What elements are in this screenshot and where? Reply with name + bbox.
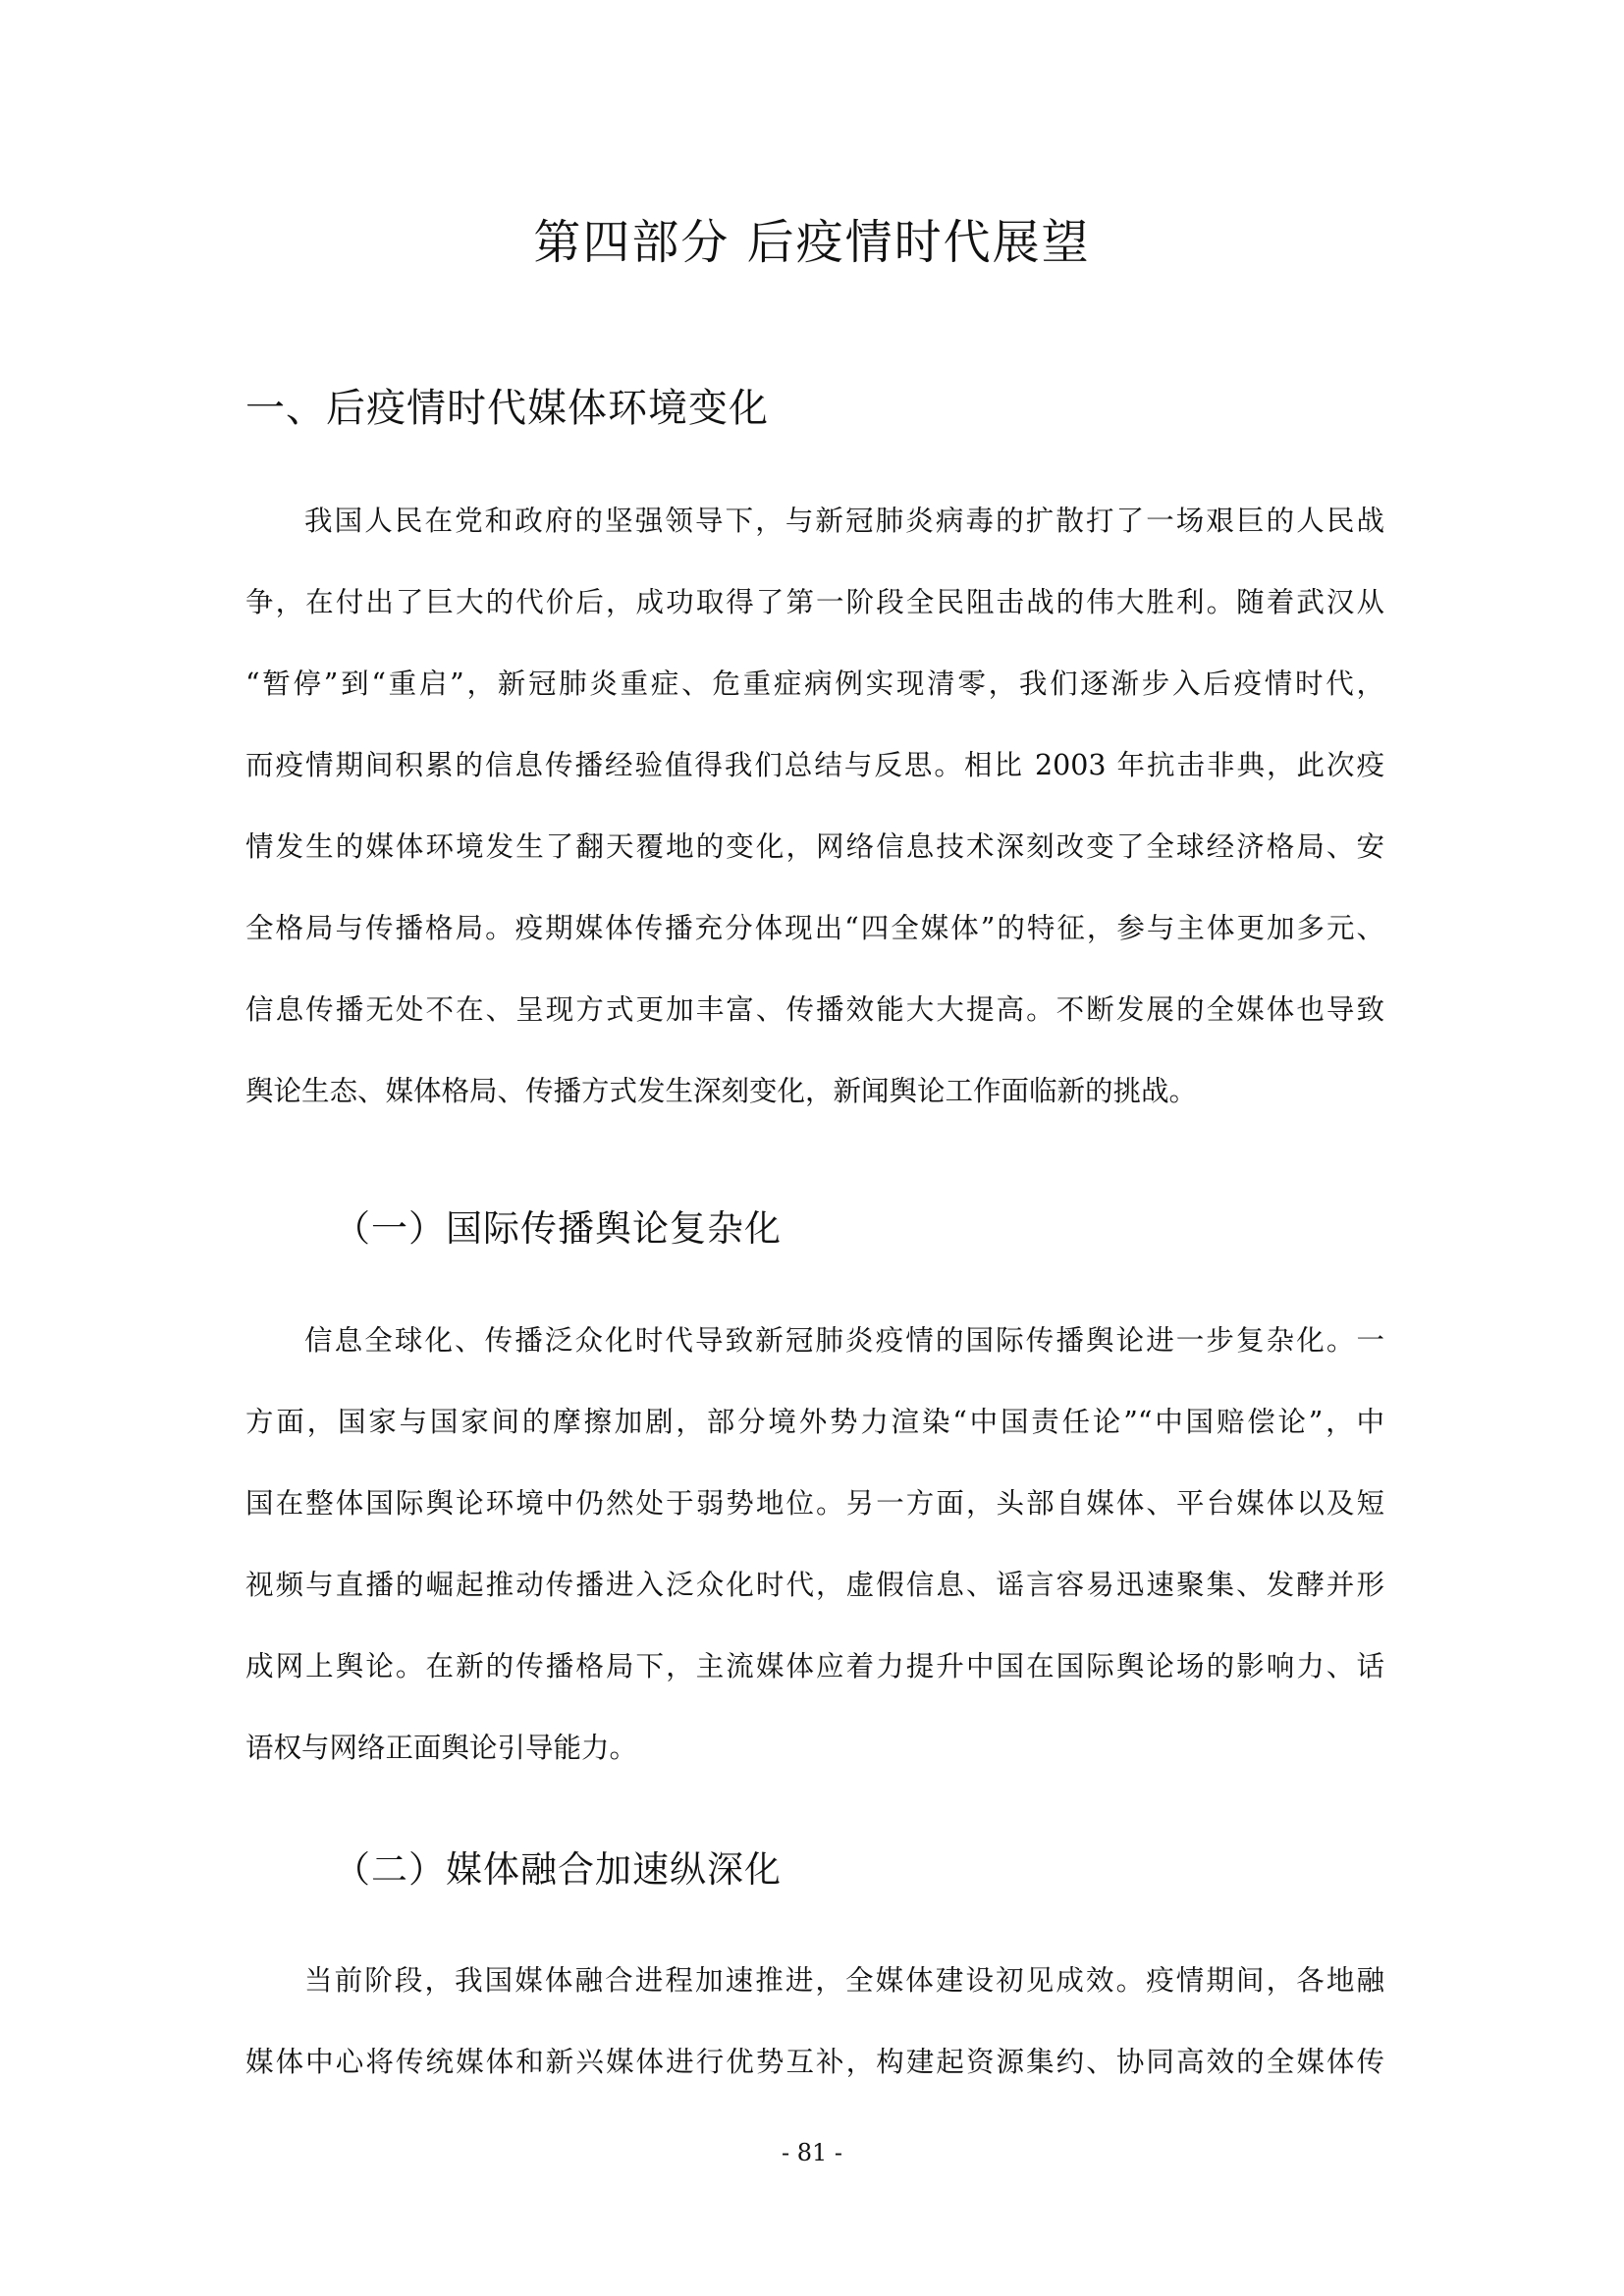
paragraph-line: 当前阶段，我国媒体融合进程加速推进，全媒体建设初见成效。疫情期间，各地融 — [304, 1964, 1384, 1997]
paragraph-line: 语权与网络正面舆论引导能力。 — [245, 1732, 638, 1764]
paragraph-line: 信息全球化、传播泛众化时代导致新冠肺炎疫情的国际传播舆论进一步复杂化。一 — [304, 1324, 1384, 1357]
paragraph-line: 成网上舆论。在新的传播格局下，主流媒体应着力提升中国在国际舆论场的影响力、话 — [245, 1650, 1384, 1682]
paragraph-line: 全格局与传播格局。疫期媒体传播充分体现出“四全媒体”的特征，参与主体更加多元、 — [245, 912, 1384, 944]
paragraph-line: 国在整体国际舆论环境中仍然处于弱势地位。另一方面，头部自媒体、平台媒体以及短 — [245, 1487, 1384, 1520]
paragraph-line: “暂停”到“重启”，新冠肺炎重症、危重症病例实现清零，我们逐渐步入后疫情时代， — [245, 667, 1384, 700]
section-heading: 一、后疫情时代媒体环境变化 — [245, 386, 769, 431]
page-title: 第四部分 后疫情时代展望 — [533, 215, 1091, 270]
paragraph-line: 而疫情期间积累的信息传播经验值得我们总结与反思。相比 2003 年抗击非典，此次疫 — [245, 749, 1384, 781]
paragraph-line: 争，在付出了巨大的代价后，成功取得了第一阶段全民阻击战的伟大胜利。随着武汉从 — [245, 586, 1384, 618]
paragraph-line: 视频与直播的崛起推动传播进入泛众化时代，虚假信息、谣言容易迅速聚集、发酵并形 — [245, 1569, 1384, 1601]
paragraph-line: 舆论生态、媒体格局、传播方式发生深刻变化，新闻舆论工作面临新的挑战。 — [245, 1075, 1198, 1107]
subsection-heading: （一）国际传播舆论复杂化 — [334, 1207, 782, 1250]
paragraph-line: 信息传播无处不在、呈现方式更加丰富、传播效能大大提高。不断发展的全媒体也导致 — [245, 993, 1384, 1026]
subsection-heading: （二）媒体融合加速纵深化 — [334, 1848, 782, 1891]
paragraph-line: 方面，国家与国家间的摩擦加剧，部分境外势力渲染“中国责任论”“中国赔偿论”，中 — [245, 1406, 1384, 1438]
paragraph-line: 情发生的媒体环境发生了翻天覆地的变化，网络信息技术深刻改变了全球经济格局、安 — [245, 830, 1384, 863]
page-number: - 81 - — [781, 2139, 842, 2166]
paragraph-line: 媒体中心将传统媒体和新兴媒体进行优势互补，构建起资源集约、协同高效的全媒体传 — [245, 2046, 1384, 2078]
paragraph-line: 我国人民在党和政府的坚强领导下，与新冠肺炎病毒的扩散打了一场艰巨的人民战 — [304, 505, 1384, 537]
